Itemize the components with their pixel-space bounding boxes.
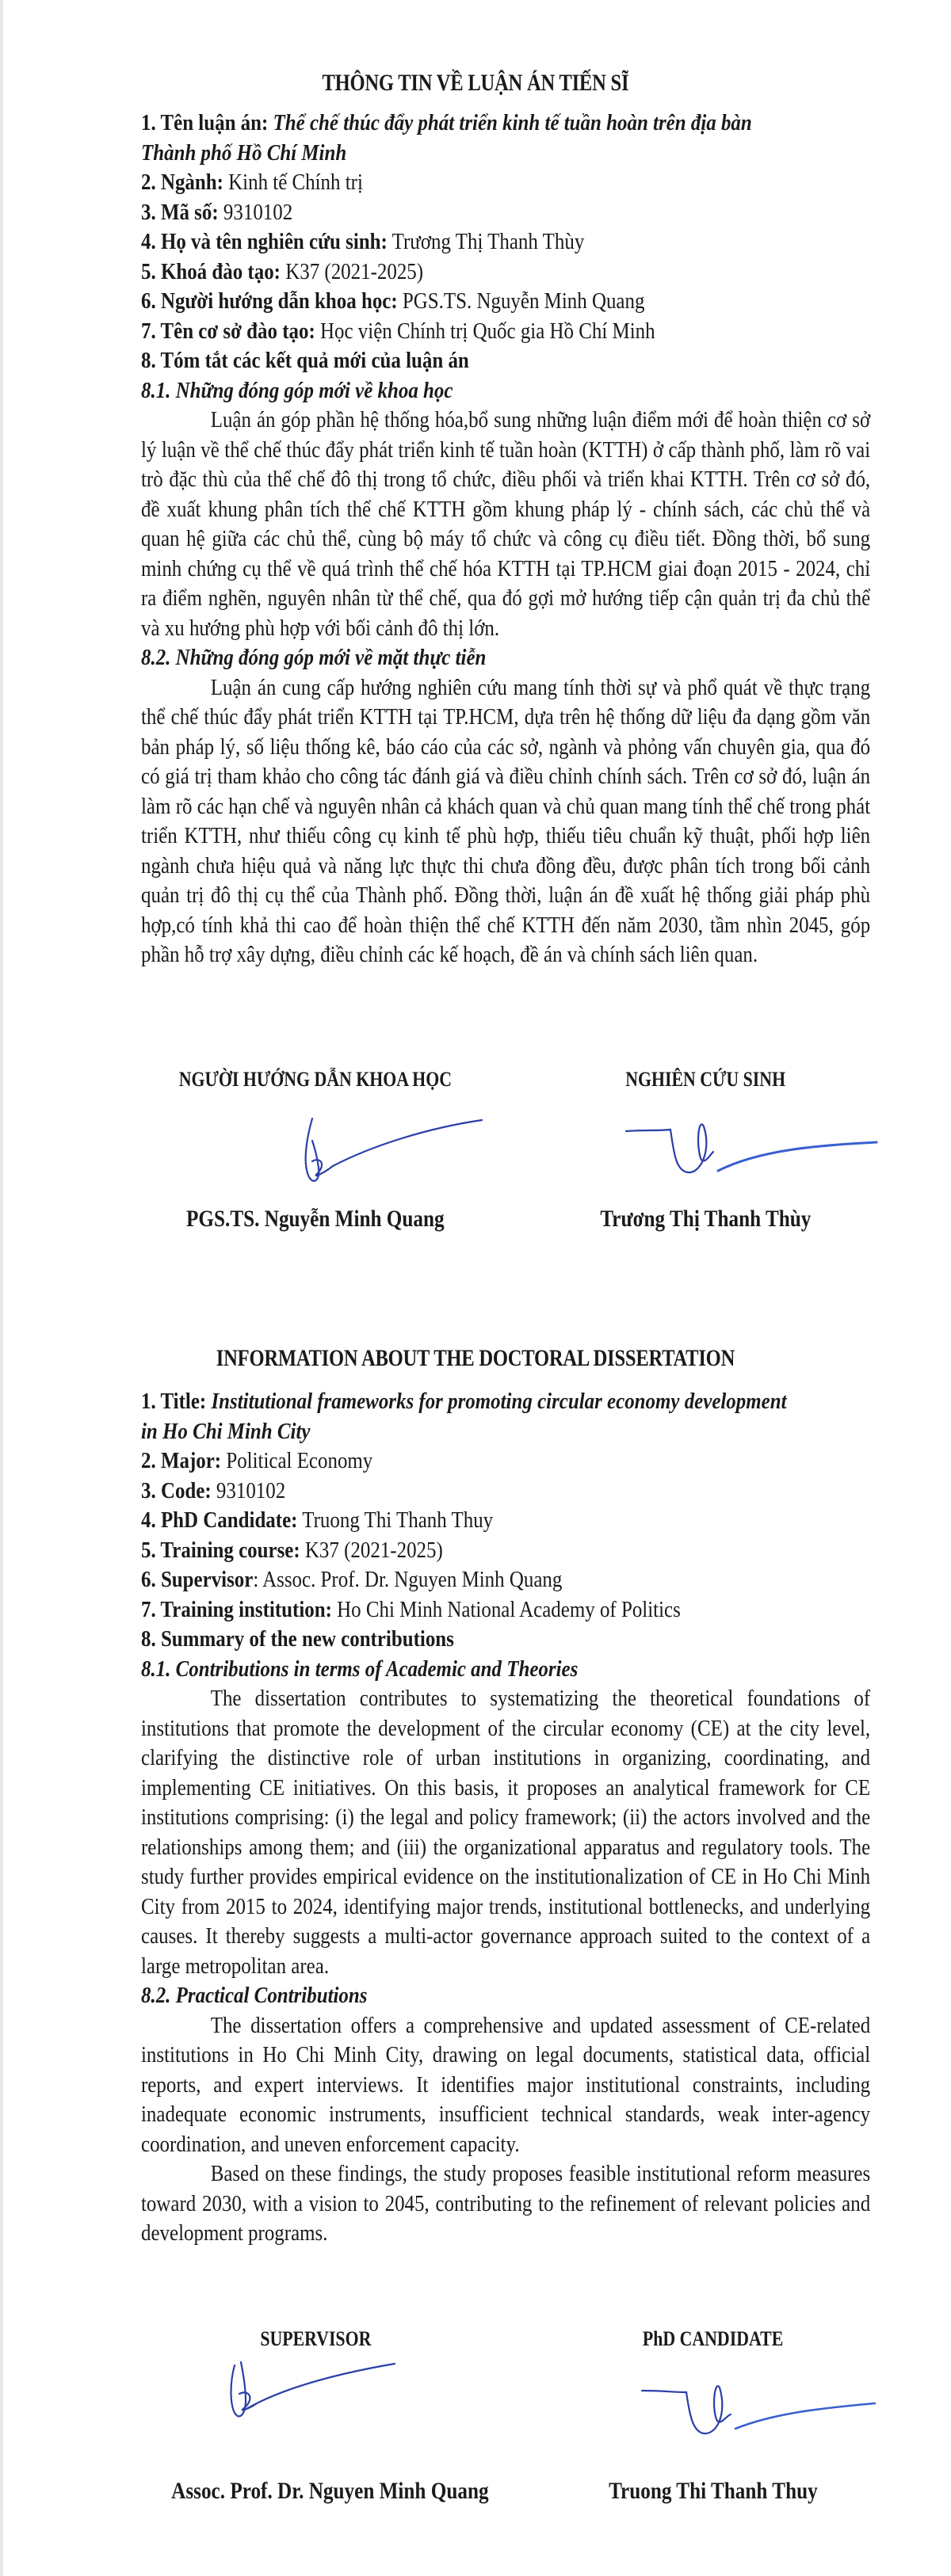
vi-supervisor-name: PGS.TS. Nguyễn Minh Quang	[186, 1206, 445, 1232]
en-item-title-cont: in Ho Chi Minh City	[141, 1418, 311, 1444]
vi-section-82-heading: 8.2. Những đóng góp mới về mặt thực tiễn	[141, 645, 487, 670]
en-section-82-heading: 8.2. Practical Contributions	[141, 1983, 368, 2008]
vi-heading: THÔNG TIN VỀ LUẬN ÁN TIẾN SĨ	[322, 70, 629, 96]
en-item-course: 5. Training course: K37 (2021-2025)	[141, 1537, 443, 1563]
en-candidate-role: PhD CANDIDATE	[643, 2327, 784, 2350]
vi-item-summary: 8. Tóm tắt các kết quả mới của luận án	[141, 348, 469, 373]
en-item-candidate: 4. PhD Candidate: Truong Thi Thanh Thuy	[141, 1507, 494, 1533]
en-heading: INFORMATION ABOUT THE DOCTORAL DISSERTATION	[216, 1345, 735, 1371]
vi-item-major: 2. Ngành: Kinh tế Chính trị	[141, 170, 363, 195]
candidate-signature-icon	[640, 2383, 878, 2446]
en-section-82-text-2: Based on these findings, the study proposes feasible institutional reform measures toward 2030, with a vision to 2045, contributing to the refinement of relevant policies and development programs.	[141, 2161, 871, 2246]
vi-candidate-name: Trương Thị Thanh Thùy	[599, 1206, 812, 1232]
en-info-list	[141, 1387, 870, 2249]
vi-section-82-text: Luận án cung cấp hướng nghiên cứu mang tính thời sự và phổ quát về thực trạng thể chế thúc đẩy phát triển KTTH tại TP.HCM, dựa trên hệ thống dữ liệu đa dạng gồm văn bản pháp lý, số liệu thống kê, báo cáo của các sở, ngành và phỏng vấn chuyên gia, qua đó có giá trị tham khảo cho công tác đánh giá và điều chỉnh chính sách. Trên cơ sở đó, luận án làm rõ các hạn chế và nguyên nhân cả khách quan và chủ quan mang tính thể chế trong phát triển KTTH, như thiếu công cụ kinh tế phù hợp, thiếu tiêu chuẩn kỹ thuật, phối hợp liên ngành chưa hiệu quả và năng lực thực thi chưa đồng đều, được phân tích trong bối cảnh quản trị đô thị cụ thể của Thành phố. Đồng thời, luận án đề xuất hệ thống giải pháp phù hợp,có tính khả thi cao để hoàn thiện thể chế KTTH đến năm 2030, tầm nhìn 2045, góp phần hỗ trợ xây dựng, điều chỉnh các kế hoạch, đề án và chính sách liên quan.	[141, 674, 871, 967]
supervisor-signature-icon	[301, 1117, 491, 1188]
vi-section-81-text: Luận án góp phần hệ thống hóa,bổ sung những luận điểm mới để hoàn thiện cơ sở lý luận về thể chế thúc đẩy phát triển kinh tế tuần hoàn (KTTH) ở cấp thành phố, làm rõ vai trò đặc thù của thể chế đô thị trong tổ chức, điều phối và triển khai KTTH. Trên cơ sở đó, đề xuất khung phân tích thể chế KTTH gồm khung pháp lý - chính sách, các chủ thể và quan hệ giữa các chủ thể, cùng bộ máy tổ chức và công cụ điều tiết. Đồng thời, bổ sung minh chứng cụ thể về quá trình thể chế hóa KTTH tại TP.HCM giai đoạn 2015 - 2024, chỉ ra điểm nghẽn, nguyên nhân từ thể chế, qua đó gợi mở hướng tiếp cận quản trị đa chủ thể và xu hướng phù hợp với bối cảnh đô thị lớn.	[141, 407, 871, 641]
candidate-signature-icon	[624, 1118, 878, 1182]
vi-item-institution: 7. Tên cơ sở đào tạo: Học viện Chính trị Quốc gia Hồ Chí Minh	[141, 318, 655, 344]
en-section-81-text: The dissertation contributes to systematizing the theoretical foundations of institutions that promote the development of the circular economy (CE) at the city level, clarifying the distinctive role of urban institutions in organizing, coordinating, and implementing CE initiatives. On this basis, it proposes an analytical framework for CE institutions comprising: (i) the legal and policy framework; (ii) the actors involved and the relationships among them; and (iii) the organizational apparatus and regulatory tools. The study further provides empirical evidence on the institutionalization of CE in Ho Chi Minh City from 2015 to 2024, identifying major trends, institutional bottlenecks, and underlying causes. It thereby suggests a multi-actor governance approach suited to the context of a large metropolitan area.	[141, 1686, 871, 1979]
en-item-supervisor: 6. Supervisor: Assoc. Prof. Dr. Nguyen Minh Quang	[141, 1567, 563, 1592]
vi-item-code: 3. Mã số: 9310102	[141, 199, 293, 225]
vi-info-list	[141, 109, 870, 970]
en-supervisor-role: SUPERVISOR	[259, 2327, 372, 2350]
vi-item-title-cont: Thành phố Hồ Chí Minh	[141, 139, 347, 166]
vi-item-title: 1. Tên luận án: Thể chế thúc đẩy phát triển kinh tế tuần hoàn trên địa bàn	[141, 110, 752, 135]
vi-item-candidate: 4. Họ và tên nghiên cứu sinh: Trương Thị Thanh Thùy	[141, 229, 585, 254]
en-item-major: 2. Major: Political Economy	[141, 1448, 373, 1473]
vi-item-supervisor: 6. Người hướng dẫn khoa học: PGS.TS. Nguyễn Minh Quang	[141, 288, 645, 314]
vi-supervisor-role: NGƯỜI HƯỚNG DẪN KHOA HỌC	[178, 1068, 453, 1091]
en-item-title: 1. Title: Institutional frameworks for promoting circular economy development	[141, 1389, 787, 1414]
en-supervisor-name: Assoc. Prof. Dr. Nguyen Minh Quang	[171, 2478, 489, 2504]
en-item-code: 3. Code: 9310102	[141, 1477, 286, 1503]
supervisor-signature-icon	[228, 2359, 403, 2422]
en-section-81-heading: 8.1. Contributions in terms of Academic and Theories	[141, 1656, 579, 1682]
vi-section-81-heading: 8.1. Những đóng góp mới về khoa học	[141, 377, 453, 403]
en-item-institution: 7. Training institution: Ho Chi Minh National Academy of Politics	[141, 1596, 681, 1622]
en-candidate-name: Truong Thi Thanh Thuy	[609, 2478, 818, 2504]
vi-candidate-role: NGHIÊN CỨU SINH	[625, 1068, 785, 1091]
scan-edge	[0, 0, 3, 2576]
en-item-summary: 8. Summary of the new contributions	[141, 1626, 454, 1652]
en-section-82-text: The dissertation offers a comprehensive and updated assessment of CE-related institutions in Ho Chi Minh City, drawing on legal documents, statistical data, official reports, and expert interviews. It identifies major institutional constraints, including inadequate economic instruments, insufficient technical standards, weak inter-agency coordination, and uneven enforcement capacity.	[141, 2012, 871, 2157]
vi-item-course: 5. Khoá đào tạo: K37 (2021-2025)	[141, 258, 424, 284]
